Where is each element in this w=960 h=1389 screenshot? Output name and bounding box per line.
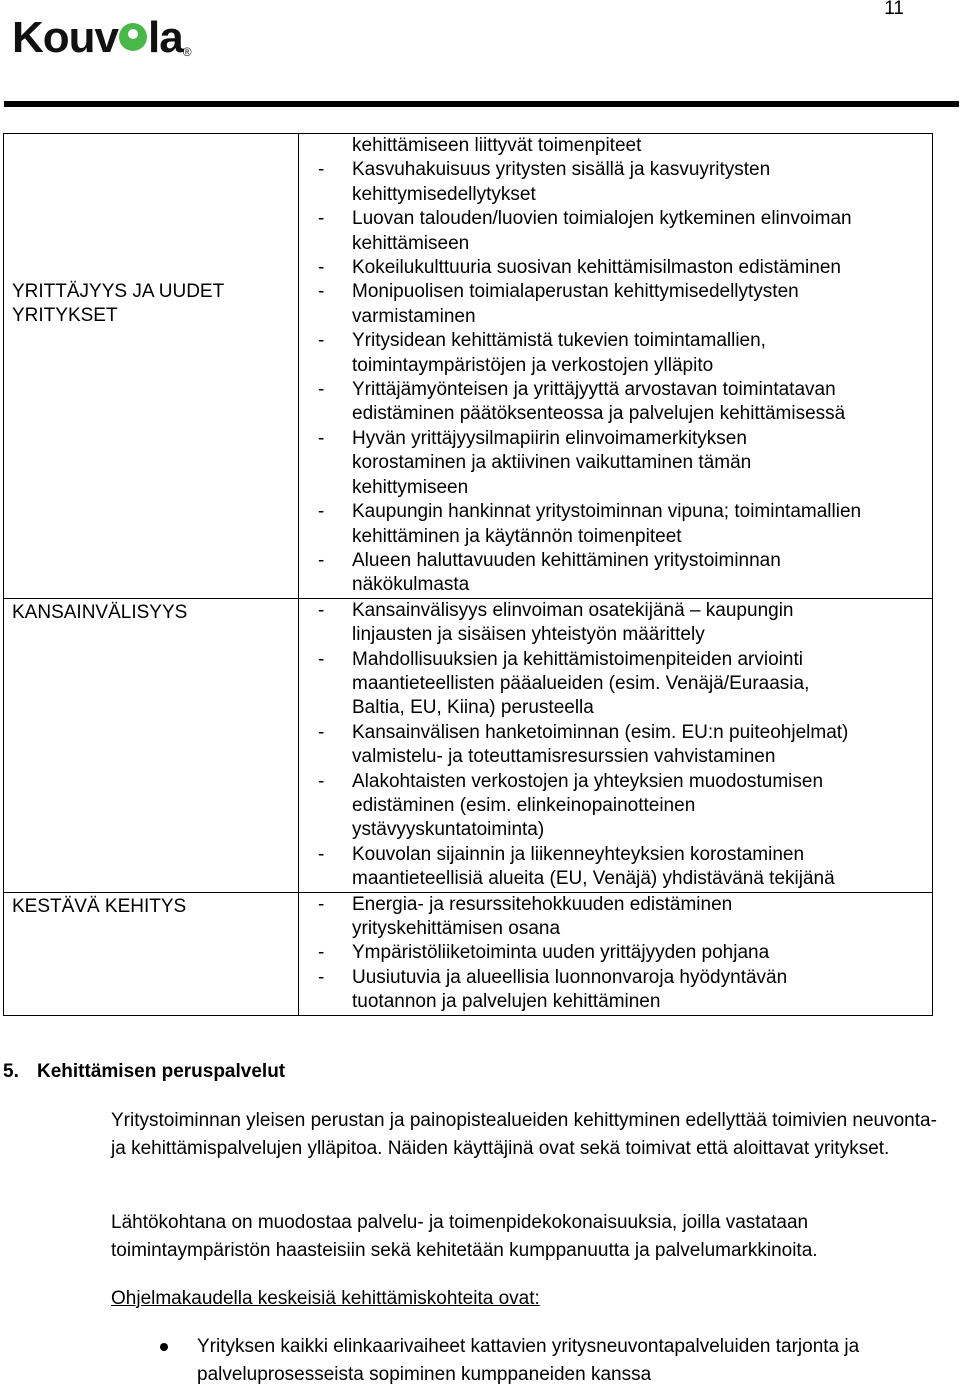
measure-line: toimintaympäristöjen ja verkostojen ylläpito bbox=[352, 354, 714, 376]
measure-line: maantieteellisten pääalueiden (esim. Venäjä/Euraasia, bbox=[352, 672, 810, 694]
measure-line: - Hyvän yrittäjyysilmapiirin elinvoimamerkityksen bbox=[318, 427, 747, 449]
measure-line: - Kouvolan sijainnin ja liikenneyhteyksien korostaminen bbox=[318, 843, 805, 865]
measure-line: edistäminen (esim. elinkeinopainotteinen bbox=[352, 794, 696, 816]
measure-line: - Luovan talouden/luovien toimialojen kytkeminen elinvoiman bbox=[318, 208, 852, 230]
measure-line: - Yritysidean kehittämistä tukevien toimintamallien, bbox=[318, 330, 766, 352]
paragraph: Lähtökohtana on muodostaa palvelu- ja toimenpidekokonaisuuksia, joilla vastataan toimintaympäristön haasteisiin sekä kehitetään kumppanuutta ja palvelumarkkinoita. bbox=[111, 1212, 818, 1261]
measure-line: - Mahdollisuuksien ja kehittämistoimenpiteiden arviointi bbox=[318, 648, 803, 670]
kouvola-logo bbox=[12, 13, 191, 62]
section-number: 5. bbox=[3, 1061, 19, 1082]
measure-line: - Monipuolisen toimialaperustan kehittymisedellytysten bbox=[318, 281, 799, 303]
section-heading bbox=[3, 1061, 285, 1083]
measure-line: kehittäminen ja käytännön toimenpiteet bbox=[352, 525, 682, 547]
logo-text-left: Kouv bbox=[12, 13, 118, 62]
measure-line: Baltia, EU, Kiina) perusteella bbox=[352, 697, 594, 719]
measure-line: kehittämiseen bbox=[352, 232, 470, 254]
measures-cell bbox=[299, 598, 933, 892]
measure-line: tuotannon ja palvelujen kehittäminen bbox=[352, 991, 661, 1013]
measure-line: linjausten ja sisäisen yhteistyön määrittely bbox=[352, 624, 705, 646]
measure-line: - Kaupungin hankinnat yritystoiminnan vipuna; toimintamallien bbox=[318, 501, 862, 523]
registered-mark: ® bbox=[182, 45, 191, 59]
measure-line: ystävyyskuntatoiminta) bbox=[352, 819, 545, 841]
measure-line: - Ympäristöliiketoiminta uuden yrittäjyyden pohjana bbox=[318, 942, 770, 964]
measure-line: kehittymiseen bbox=[352, 476, 469, 498]
paragraph: Yritystoiminnan yleisen perustan ja painopistealueiden kehittyminen edellyttää toimivien neuvonta- ja kehittämispalvelujen ylläpitoa. Näiden käyttäjinä ovat sekä toimivat että aloittavat yritykset. bbox=[111, 1110, 937, 1159]
page-number: 11 bbox=[884, 0, 904, 19]
table-row bbox=[4, 892, 933, 1015]
measure-line: maantieteellisiä alueita (EU, Venäjä) yhdistävänä tekijänä bbox=[352, 868, 835, 890]
focus-heading: Ohjelmakaudella keskeisiä kehittämiskohteita ovat: bbox=[111, 1288, 540, 1309]
topic-kestava-kehitys: KESTÄVÄ KEHITYS bbox=[12, 895, 187, 917]
bullet-icon bbox=[160, 1343, 168, 1351]
section-title: Kehittämisen peruspalvelut bbox=[37, 1061, 286, 1082]
logo-text-right: la bbox=[148, 13, 183, 62]
topic-line: YRITTÄJYYS JA UUDET bbox=[12, 281, 225, 302]
measure-line: - Energia- ja resurssitehokkuuden edistäminen bbox=[318, 893, 733, 915]
measure-line: kehittymisedellytykset bbox=[352, 183, 536, 205]
measure-line: - Kasvuhakuisuus yritysten sisällä ja kasvuyritysten bbox=[318, 159, 771, 181]
measure-line: - Alueen haluttavuuden kehittäminen yritystoiminnan bbox=[318, 549, 781, 571]
measure-line: korostaminen ja aktiivinen vaikuttaminen tämän bbox=[352, 452, 752, 474]
development-table bbox=[3, 133, 933, 1016]
list-item-text: Yrityksen kaikki elinkaarivaiheet kattavien yritysneuvontapalveluiden tarjonta ja palveluprosesseista sopiminen kumppaneiden kanssa bbox=[197, 1336, 860, 1385]
measure-line: kehittämiseen liittyvät toimenpiteet bbox=[352, 135, 642, 156]
measure-line: - Kansainvälisyys elinvoiman osatekijänä – kaupungin bbox=[318, 599, 794, 621]
list-item bbox=[160, 1333, 950, 1389]
measure-line: edistäminen päätöksenteossa ja palvelujen kehittämisessä bbox=[352, 403, 846, 425]
measure-line: näkökulmasta bbox=[352, 574, 470, 596]
measures-cell bbox=[299, 892, 933, 1015]
measure-line: - Alakohtaisten verkostojen ja yhteyksien muodostumisen bbox=[318, 770, 824, 792]
header-rule bbox=[4, 101, 959, 107]
topic-kansainvalisyys: KANSAINVÄLISYYS bbox=[12, 601, 188, 623]
measure-line: yrityskehittämisen osana bbox=[352, 918, 561, 939]
measure-line: varmistaminen bbox=[352, 305, 476, 327]
table-row bbox=[4, 598, 933, 892]
measure-line: - Yrittäjämyönteisen ja yrittäjyyttä arvostavan toimintatavan bbox=[318, 379, 836, 401]
logo-green-o-icon bbox=[119, 23, 147, 51]
measure-line: - Uusiutuvia ja alueellisia luonnonvaroja hyödyntävän bbox=[318, 966, 788, 988]
measures-cell bbox=[299, 134, 933, 599]
table-row bbox=[4, 134, 933, 599]
measure-line: valmistelu- ja toteuttamisresurssien vahvistaminen bbox=[352, 746, 776, 768]
measure-line: - Kokeilukulttuuria suosivan kehittämisilmaston edistäminen bbox=[318, 257, 841, 279]
topic-line: YRITYKSET bbox=[12, 305, 118, 327]
measure-line: - Kansainvälisen hanketoiminnan (esim. EU:n puiteohjelmat) bbox=[318, 721, 849, 743]
